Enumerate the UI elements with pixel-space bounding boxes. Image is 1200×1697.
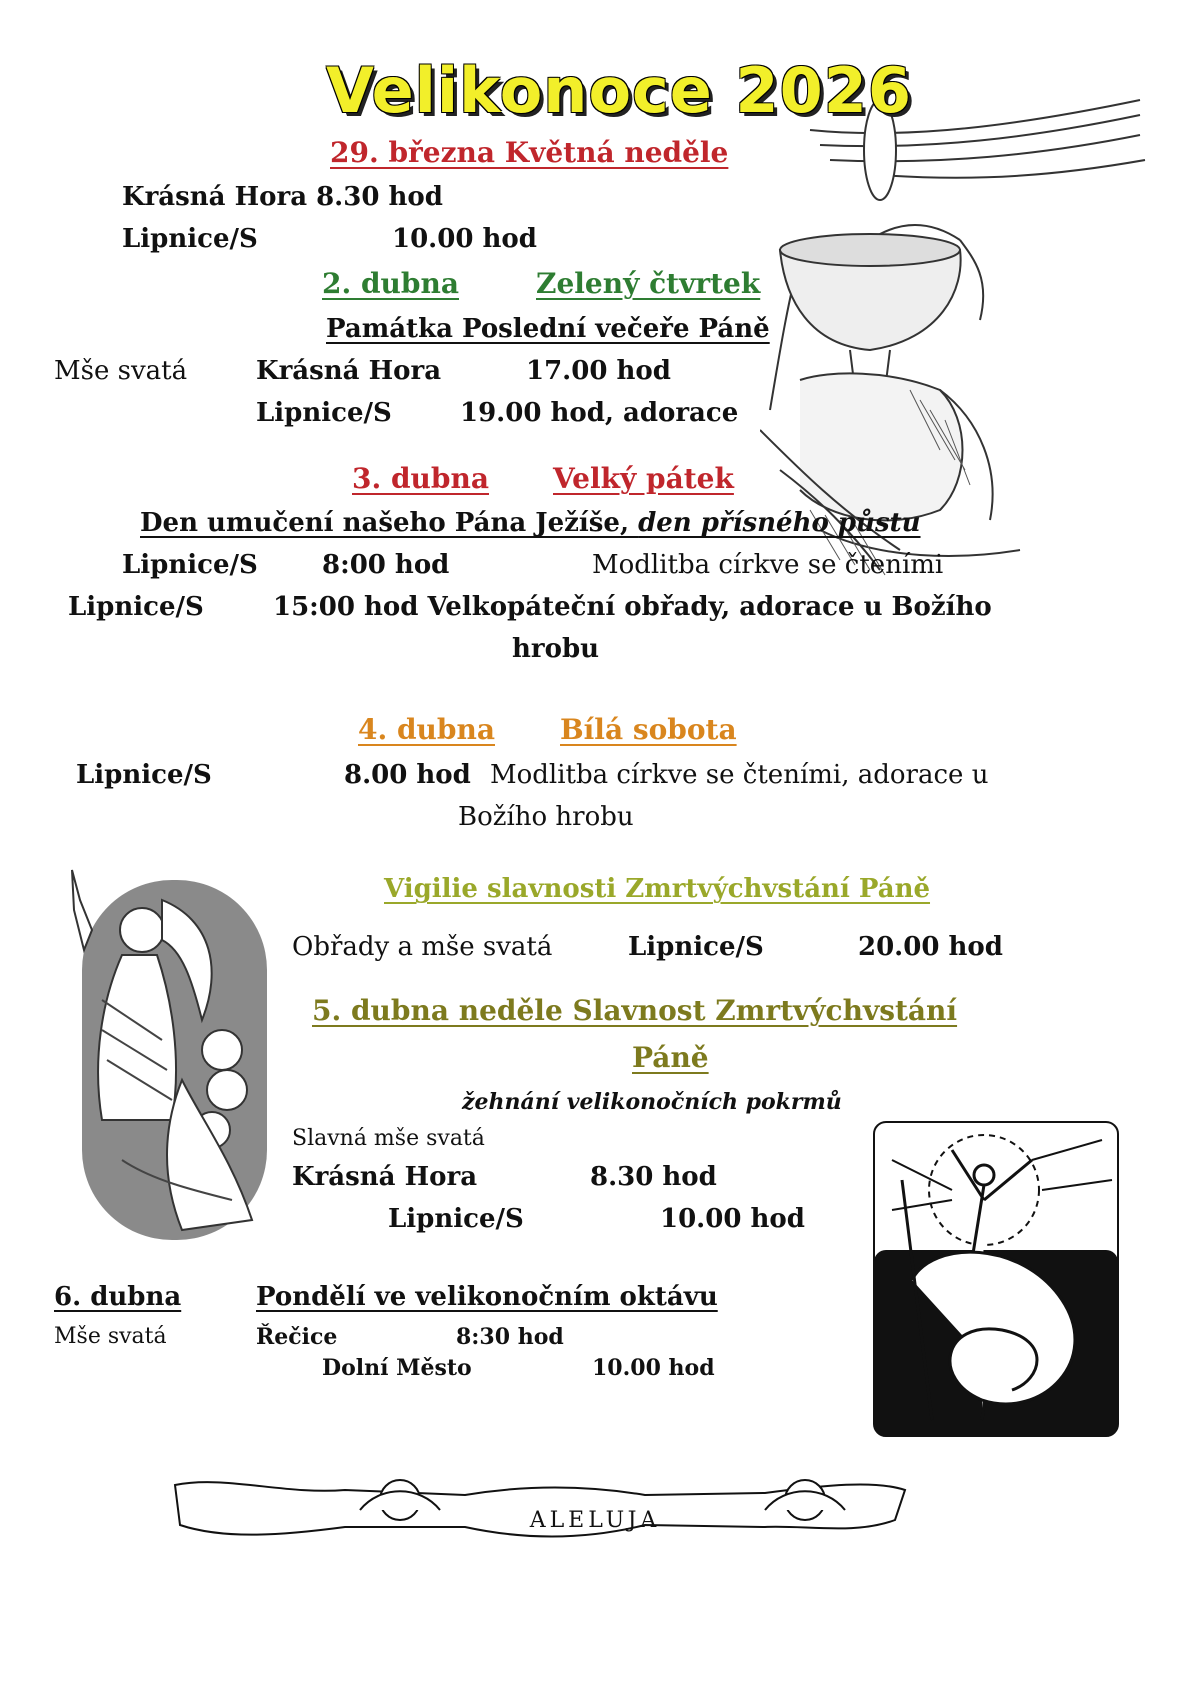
maundy-thursday-row-1-place: Krásná Hora (256, 356, 442, 386)
holy-saturday-place: Lipnice/S (76, 760, 212, 790)
good-friday-name: Velký pátek (553, 462, 734, 495)
holy-saturday-time: 8.00 hod (344, 760, 471, 790)
easter-vigil-label: Obřady a mše svatá (292, 932, 553, 962)
banner-text: ALELUJA (529, 1508, 661, 1533)
easter-monday-date: 6. dubna (54, 1282, 182, 1312)
palm-sunday-heading: 29. března Květná neděle (330, 136, 729, 169)
easter-sunday-label: Slavná mše svatá (292, 1126, 485, 1151)
risen-christ-illustration (872, 1120, 1122, 1440)
aleluja-banner (165, 1465, 915, 1555)
good-friday-subheading-main: Den umučení našeho Pána Ježíše, (140, 508, 639, 538)
easter-vigil-place: Lipnice/S (628, 932, 764, 962)
palm-sunday-row-1: Krásná Hora 8.30 hod (122, 182, 443, 212)
good-friday-row-1-place: Lipnice/S (122, 550, 258, 580)
palm-sunday-row-2-time: 10.00 hod (392, 224, 537, 254)
holy-saturday-note: Modlitba církve se čteními, adorace u (490, 760, 989, 790)
easter-sunday-heading-line-2: Páně (632, 1041, 709, 1074)
good-friday-row-1-note: Modlitba církve se čteními (592, 550, 944, 580)
easter-vigil-heading: Vigilie slavnosti Zmrtvýchvstání Páně (384, 874, 931, 904)
easter-sunday-row-1-time: 8.30 hod (590, 1162, 717, 1192)
easter-monday-name: Pondělí ve velikonočním oktávu (256, 1282, 718, 1312)
palm-sunday-row-2-place: Lipnice/S (122, 224, 258, 254)
holy-saturday-name: Bílá sobota (560, 713, 737, 746)
easter-monday-row-1-place: Řečice (256, 1324, 338, 1350)
holy-saturday-note-continuation: Božího hrobu (458, 802, 634, 832)
maundy-thursday-row-1-time: 17.00 hod (526, 356, 671, 386)
angel-women-illustration (62, 860, 277, 1250)
good-friday-row-2-place: Lipnice/S (68, 592, 204, 622)
maundy-thursday-label: Mše svatá (54, 356, 188, 386)
maundy-thursday-date: 2. dubna (322, 267, 459, 300)
good-friday-row-2-continuation: hrobu (512, 634, 600, 664)
maundy-thursday-subheading: Památka Poslední večeře Páně (326, 314, 770, 344)
good-friday-subheading-italic: den přísného půstu (638, 508, 921, 538)
easter-vigil-time: 20.00 hod (858, 932, 1003, 962)
maundy-thursday-row-2-time: 19.00 hod, adorace (460, 398, 739, 428)
good-friday-date: 3. dubna (352, 462, 489, 495)
easter-monday-row-2-time: 10.00 hod (592, 1355, 715, 1381)
easter-sunday-note: žehnání velikonočních pokrmů (462, 1089, 842, 1115)
holy-saturday-date: 4. dubna (358, 713, 495, 746)
easter-monday-row-2-place: Dolní Město (322, 1355, 472, 1381)
good-friday-row-2-time: 15:00 hod Velkopáteční obřady, adorace u Božího (273, 592, 992, 622)
maundy-thursday-row-2-place: Lipnice/S (256, 398, 392, 428)
maundy-thursday-name: Zelený čtvrtek (536, 267, 761, 300)
page-title: Velikonoce 2026 (326, 54, 912, 127)
easter-sunday-row-2-place: Lipnice/S (388, 1204, 524, 1234)
easter-monday-label: Mše svatá (54, 1324, 167, 1349)
easter-sunday-row-1-place: Krásná Hora (292, 1162, 478, 1192)
good-friday-row-1-time: 8:00 hod (322, 550, 450, 580)
easter-monday-row-1-time: 8:30 hod (456, 1324, 564, 1350)
easter-sunday-row-2-time: 10.00 hod (660, 1204, 805, 1234)
good-friday-subheading (140, 508, 921, 538)
easter-sunday-heading-line-1: 5. dubna neděle Slavnost Zmrtvýchvstání (312, 994, 958, 1027)
